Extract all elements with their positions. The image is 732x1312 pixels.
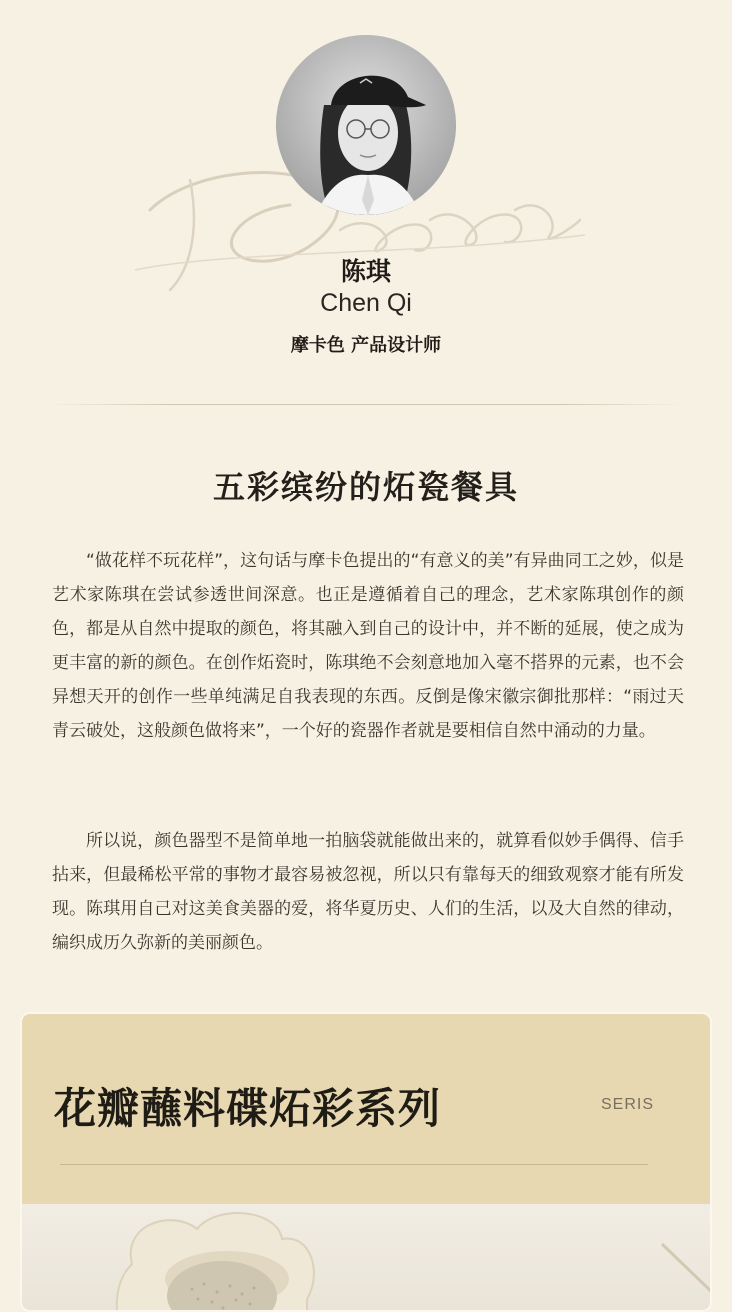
designer-role: 摩卡色 产品设计师 xyxy=(0,331,732,357)
series-card-divider xyxy=(60,1164,648,1165)
portrait-image xyxy=(276,35,456,215)
petal-dish-image xyxy=(22,1204,712,1312)
section-divider xyxy=(48,404,684,405)
designer-name-cn: 陈琪 xyxy=(0,252,732,288)
series-card-title: 花瓣蘸料碟炻彩系列 xyxy=(54,1076,441,1136)
designer-name-en: Chen Qi xyxy=(0,289,732,318)
paragraph-2: 所以说，颜色器型不是简单地一拍脑袋就能做出来的，就算看似妙手偶得、信手拈来，但最稀松平常的事物才最容易被忽视，所以只有靠每天的细致观察才能有所发现。陈琪用自己对这美食美器的爱，将华夏历史、人们的生活，以及大自然的律动，编织成历久弥新的美丽颜色。 xyxy=(52,824,684,960)
section-title: 五彩缤纷的炻瓷餐具 xyxy=(0,462,732,508)
series-card xyxy=(20,1012,712,1312)
product-photo xyxy=(22,1204,712,1312)
designer-avatar xyxy=(276,35,456,215)
series-card-tag: SERIS xyxy=(601,1096,654,1114)
paragraph-1: “做花样不玩花样”，这句话与摩卡色提出的“有意义的美”有异曲同工之妙，似是艺术家陈琪在尝试参透世间深意。也正是遵循着自己的理念，艺术家陈琪创作的颜色，都是从自然中提取的颜色，将其融入到自己的设计中，并不断的延展，使之成为更丰富的新的颜色。在创作炻瓷时，陈琪绝不会刻意地加入毫不搭界的元素，也不会异想天开的创作一些单纯满足自我表现的东西。反倒是像宋徽宗御批那样：“雨过天青云破处，这般颜色做将来”，一个好的瓷器作者就是要相信自然中涌动的力量。 xyxy=(52,544,684,748)
